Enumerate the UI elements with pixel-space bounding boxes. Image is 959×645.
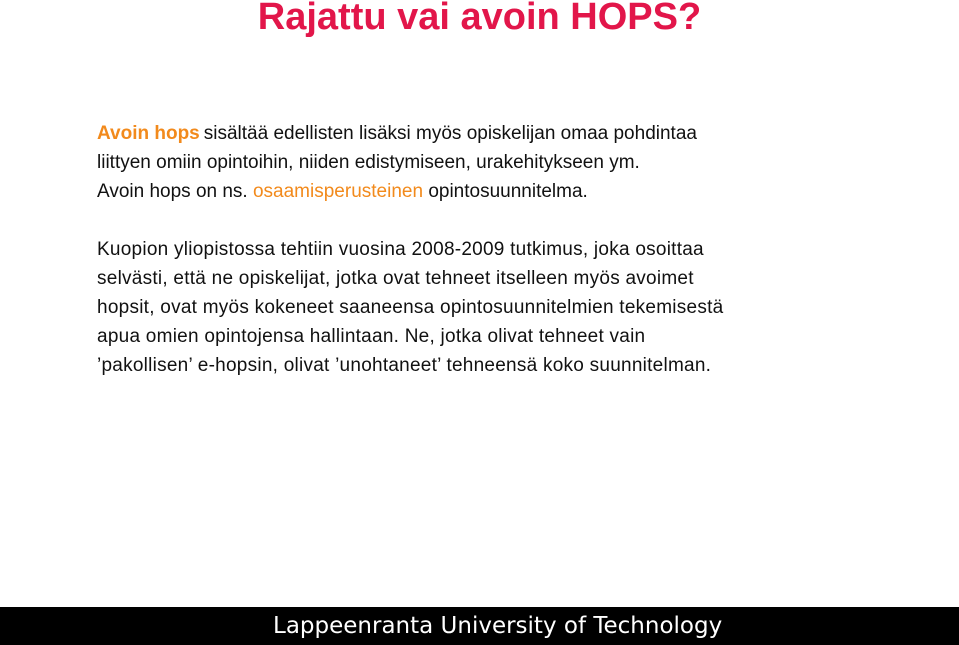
footer-bar	[0, 607, 959, 645]
institution-name: Lappeenranta University of Technology	[273, 613, 723, 639]
paragraph-line: apua omien opintojensa hallintaan. Ne, jotka olivat tehneet vain	[97, 326, 646, 347]
paragraph-research	[97, 235, 857, 380]
paragraph-line: liittyen omiin opintoihin, niiden edistymiseen, urakehitykseen ym.	[97, 152, 640, 173]
term-osaamisperusteinen: osaamisperusteinen	[252, 181, 424, 202]
line-text: sisältää edellisten lisäksi myös opiskelijan omaa pohdintaa	[203, 123, 697, 144]
slide-title: Rajattu vai avoin HOPS?	[257, 0, 702, 38]
term-avoin-hops: Avoin hops	[97, 123, 200, 144]
paragraph-line	[97, 119, 857, 148]
paragraph-line: ’pakollisen’ e-hopsin, olivat ’unohtaneet’ tehneensä koko suunnitelman.	[97, 355, 712, 376]
paragraph-avoin-hops	[97, 119, 857, 206]
paragraph-line: hopsit, ovat myös kokeneet saaneensa opintosuunnitelmien tekemisestä	[97, 297, 724, 318]
paragraph-line	[97, 177, 857, 206]
line-text: Avoin hops on ns.	[97, 181, 248, 202]
paragraph-line: Kuopion yliopistossa tehtiin vuosina 2008-2009 tutkimus, joka osoittaa	[97, 239, 704, 260]
line-text: opintosuunnitelma.	[428, 181, 588, 202]
paragraph-line: selvästi, että ne opiskelijat, jotka ovat tehneet itselleen myös avoimet	[97, 268, 694, 289]
